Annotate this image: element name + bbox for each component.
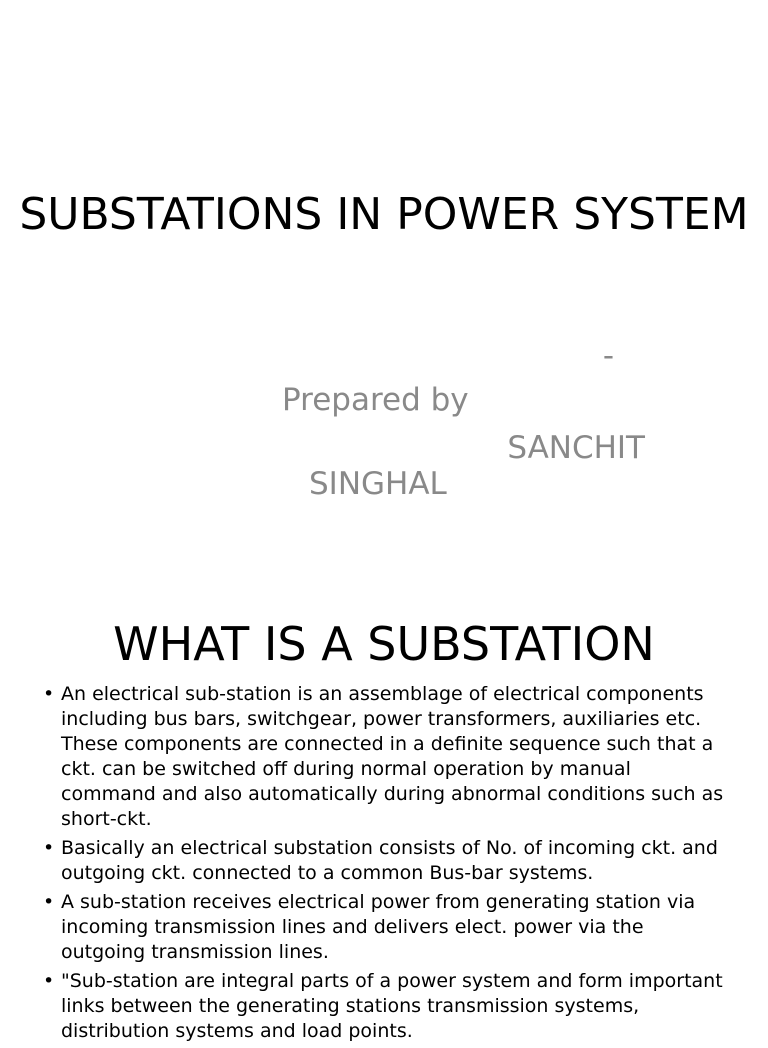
bullet-dot: •: [43, 970, 55, 992]
presentation-subtitle: [270, 334, 660, 506]
bullet-item: [40, 890, 730, 965]
bullet-item: [40, 969, 730, 1044]
bullet-list: [40, 682, 730, 1048]
bullet-item: [40, 836, 730, 886]
content-slide: [0, 600, 768, 1042]
bullet-text: A sub-station receives electrical power from generating station via incoming transmission lines and delivers elect. power via the outgoing transmission lines.: [61, 891, 696, 963]
subtitle-dash: -: [602, 338, 614, 374]
subtitle-prepared-by: Prepared by: [282, 382, 469, 418]
bullet-item: [40, 682, 730, 832]
bullet-text: "Sub-station are integral parts of a power system and form important links between the generating stations transmission systems, distribution systems and load points.: [61, 970, 723, 1042]
bullet-dot: •: [43, 837, 55, 859]
bullet-dot: •: [43, 683, 55, 705]
bullet-dot: •: [43, 891, 55, 913]
author-last-name: SINGHAL: [309, 466, 447, 502]
author-first-name: SANCHIT: [507, 430, 645, 466]
bullet-text: Basically an electrical substation consists of No. of incoming ckt. and outgoing ckt. connected to a common Bus-bar systems.: [61, 837, 718, 884]
slide-title: WHAT IS A SUBSTATION: [113, 617, 655, 671]
presentation-title: SUBSTATIONS IN POWER SYSTEM: [19, 189, 749, 240]
bullet-text: An electrical sub-station is an assemblage of electrical components including bus bars, switchgear, power transformers, auxiliaries etc. These components are connected in a definite sequence such that a ckt. can be switched off during normal operation by manual command and also automatically during abnormal conditions such as short-ckt.: [61, 683, 724, 830]
